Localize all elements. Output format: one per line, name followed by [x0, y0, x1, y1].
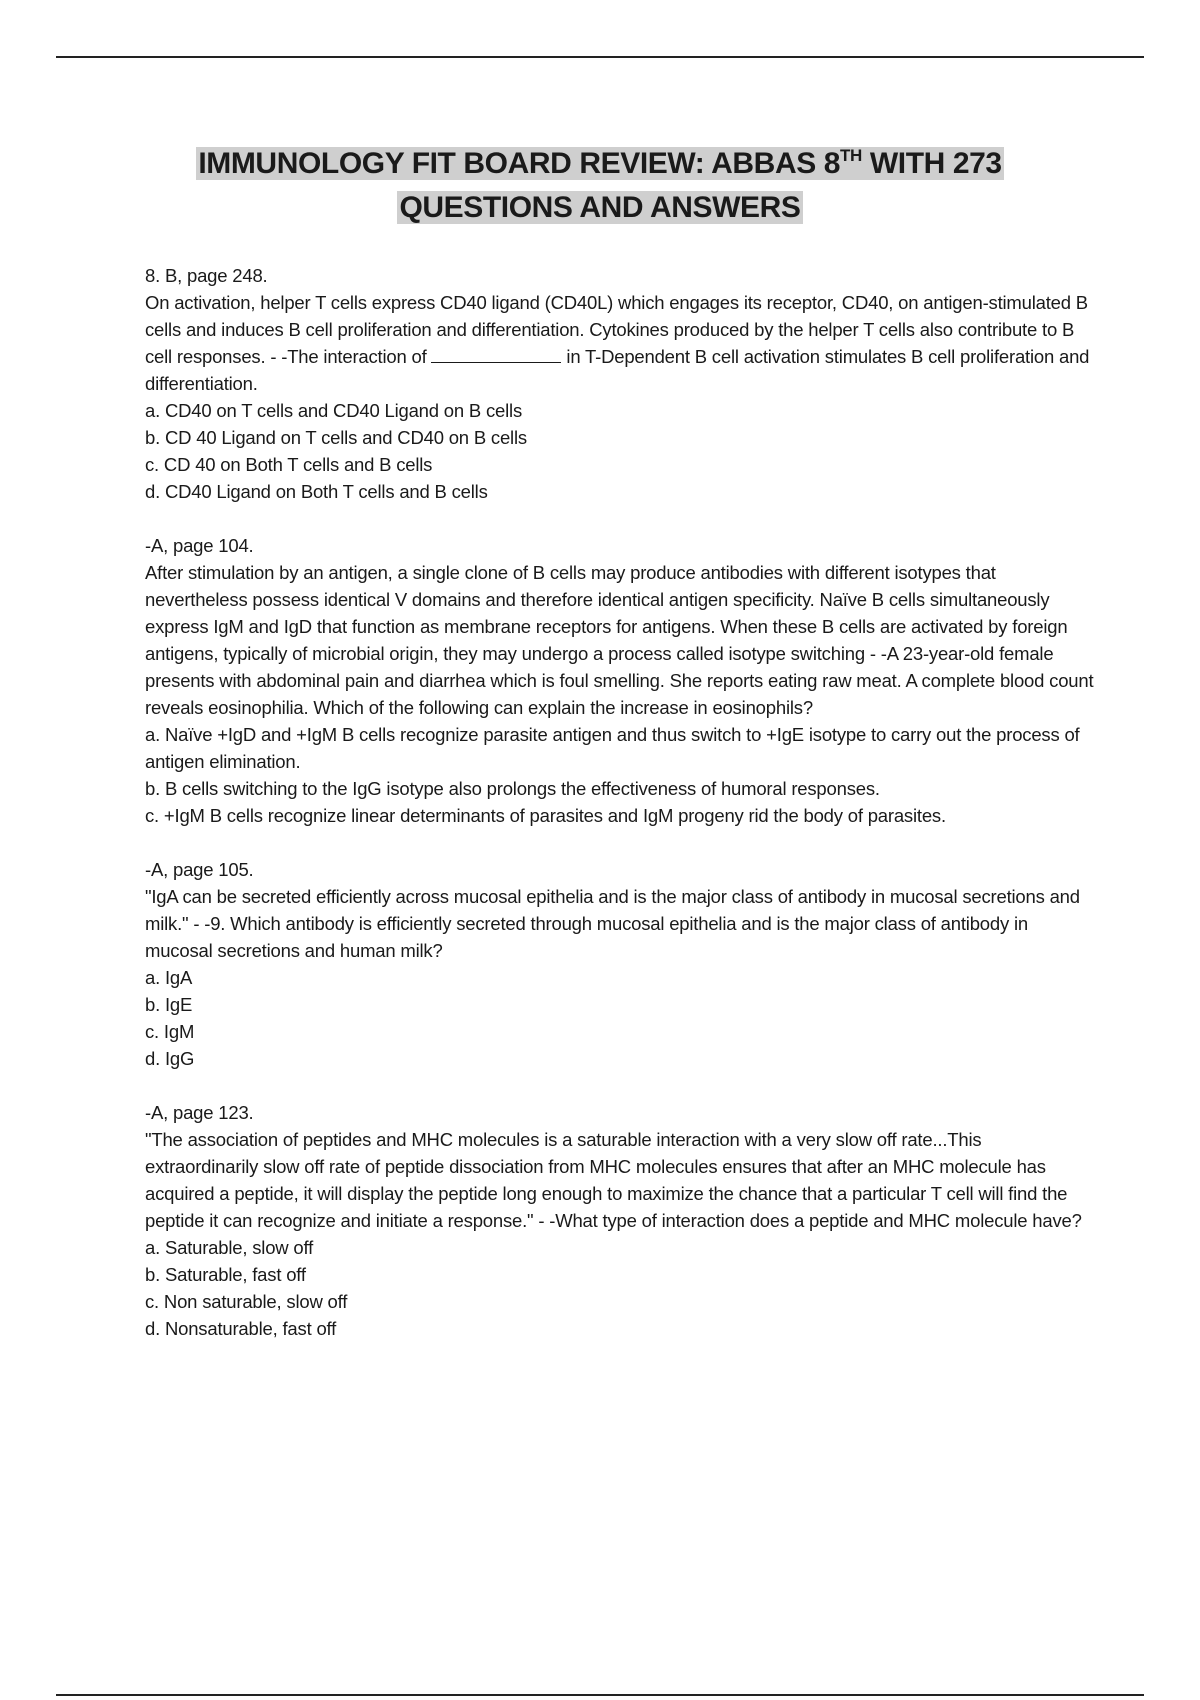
- option-b: b. B cells switching to the IgG isotype also prolongs the effectiveness of humoral responses.: [145, 778, 880, 799]
- option-c: c. CD 40 on Both T cells and B cells: [145, 454, 433, 475]
- title-line-1-text: IMMUNOLOGY FIT BOARD REVIEW: ABBAS 8: [198, 147, 841, 180]
- answer-header: 8. B, page 248.: [145, 265, 268, 286]
- option-c: c. +IgM B cells recognize linear determinants of parasites and IgM progeny rid the body of parasites.: [145, 805, 946, 826]
- option-a: a. CD40 on T cells and CD40 Ligand on B cells: [145, 400, 522, 421]
- title-superscript: TH: [840, 146, 862, 165]
- answer-header: -A, page 105.: [145, 859, 254, 880]
- document-body: [145, 262, 1095, 1369]
- qa-block-3: [145, 856, 1095, 1072]
- fill-in-blank: [431, 346, 561, 363]
- top-rule: [56, 56, 1144, 58]
- explanation-text: "IgA can be secreted efficiently across mucosal epithelia and is the major class of antibody in mucosal secretions and milk." - -9. Which antibody is efficiently secreted through mucosal epithelia and is the major class of antibody in mucosal secretions and human milk?: [145, 886, 1080, 961]
- option-c: c. Non saturable, slow off: [145, 1291, 348, 1312]
- qa-block-2: [145, 532, 1095, 829]
- title-line-1-highlight: [196, 147, 1003, 180]
- qa-block-4: [145, 1099, 1095, 1342]
- explanation-text: [145, 289, 1095, 397]
- title-line-2: [60, 186, 1140, 230]
- option-d: d. Nonsaturable, fast off: [145, 1318, 337, 1339]
- option-c: c. IgM: [145, 1021, 195, 1042]
- bottom-rule: [56, 1694, 1144, 1696]
- qa-block-1: [145, 262, 1095, 505]
- explanation-text: "The association of peptides and MHC molecules is a saturable interaction with a very slow off rate...This extraordinarily slow off rate of peptide dissociation from MHC molecules ensures that after an MHC molecule has acquired a peptide, it will display the peptide long enough to maximize the chance that a particular T cell will find the peptide it can recognize and initiate a response." - -What type of interaction does a peptide and MHC molecule have?: [145, 1129, 1082, 1231]
- option-b: b. Saturable, fast off: [145, 1264, 306, 1285]
- option-d: d. IgG: [145, 1048, 195, 1069]
- title-line-1: [60, 142, 1140, 186]
- option-a: a. Naïve +IgD and +IgM B cells recognize parasite antigen and thus switch to +IgE isotype to carry out the process of antigen elimination.: [145, 724, 1080, 772]
- option-d: d. CD40 Ligand on Both T cells and B cells: [145, 481, 488, 502]
- option-a: a. Saturable, slow off: [145, 1237, 314, 1258]
- explanation-text: After stimulation by an antigen, a single clone of B cells may produce antibodies with different isotypes that nevertheless possess identical V domains and therefore identical antigen specificity. Naïve B cells simultaneously express IgM and IgD that function as membrane receptors for antigens. When these B cells are activated by foreign antigens, typically of microbial origin, they may undergo a process called isotype switching - -A 23-year-old female presents with abdominal pain and diarrhea which is foul smelling. She reports eating raw meat. A complete blood count reveals eosinophilia. Which of the following can explain the increase in eosinophils?: [145, 562, 1094, 718]
- option-b: b. IgE: [145, 994, 193, 1015]
- answer-header: -A, page 104.: [145, 535, 254, 556]
- answer-header: -A, page 123.: [145, 1102, 254, 1123]
- title-line-1-tail: WITH 273: [861, 147, 1002, 180]
- option-a: a. IgA: [145, 967, 193, 988]
- explanation-text-pre: On activation, helper T cells express CD40 ligand (CD40L) which engages its receptor, CD40, on antigen-stimulated B cells and induces B cell proliferation and differentiation. Cytokines produced by the helper T cells also contribute to B cell responses. - -The interaction of: [145, 292, 1088, 367]
- option-b: b. CD 40 Ligand on T cells and CD40 on B cells: [145, 427, 527, 448]
- title-line-2-text: QUESTIONS AND ANSWERS: [399, 191, 801, 224]
- explanation-text-post: in T-Dependent B cell activation stimulates B cell proliferation and differentiation.: [145, 346, 1090, 394]
- document-title: [60, 142, 1140, 230]
